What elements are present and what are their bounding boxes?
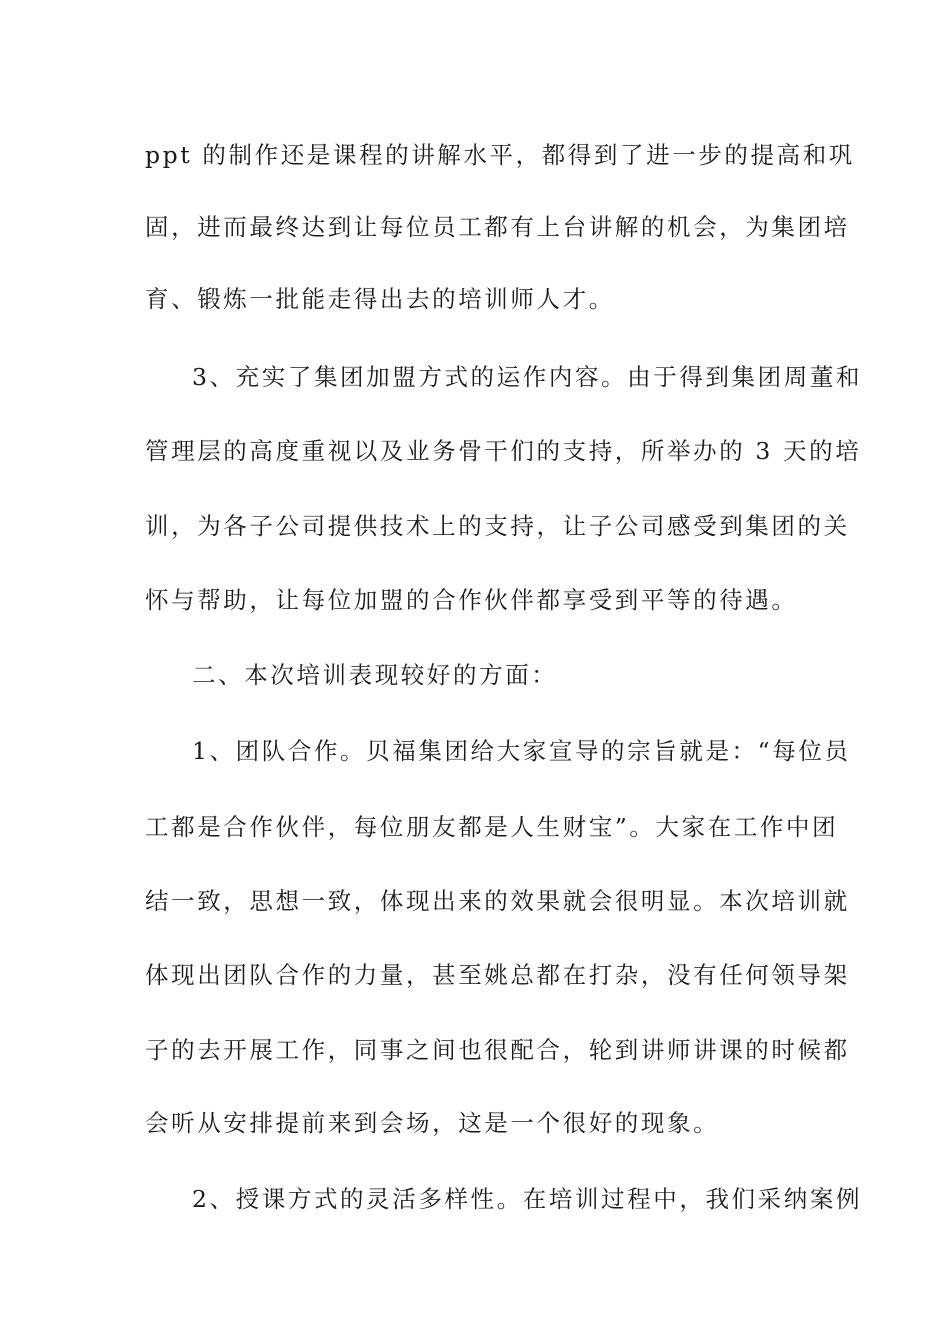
paragraph-line: 工都是合作伙伴，每位朋友都是人生财宝”。大家在工作中团 [145,813,839,841]
paragraph-line: 训，为各子公司提供技术上的支持，让子公司感受到集团的关 [145,512,850,540]
paragraph-line: 3、充实了集团加盟方式的运作内容。由于得到集团周董和 [192,363,863,391]
paragraph-line: 体现出团队合作的力量，甚至姚总都在打杂，没有任何领导架 [145,961,850,989]
paragraph-line: 结一致，思想一致，体现出来的效果就会很明显。本次培训就 [145,887,850,915]
paragraph-line: 会听从安排提前来到会场，这是一个很好的现象。 [145,1109,720,1137]
paragraph-line: ppt 的制作还是课程的讲解水平，都得到了进一步的提高和巩 [145,141,855,169]
paragraph-line: 固，进而最终达到让每位员工都有上台讲解的机会，为集团培 [145,213,850,241]
section-heading: 二、本次培训表现较好的方面： [192,661,558,689]
paragraph-line: 管理层的高度重视以及业务骨干们的支持，所举办的 3 天的培 [145,437,862,465]
paragraph-line: 子的去开展工作，同事之间也很配合，轮到讲师讲课的时候都 [145,1036,850,1064]
paragraph-line: 怀与帮助，让每位加盟的合作伙伴都享受到平等的待遇。 [145,586,798,614]
paragraph-line: 1、团队合作。贝福集团给大家宣导的宗旨就是：“每位员 [192,737,851,765]
paragraph-line: 2、授课方式的灵活多样性。在培训过程中，我们采纳案例 [192,1185,863,1213]
paragraph-line: 育、锻炼一批能走得出去的培训师人才。 [145,285,615,313]
